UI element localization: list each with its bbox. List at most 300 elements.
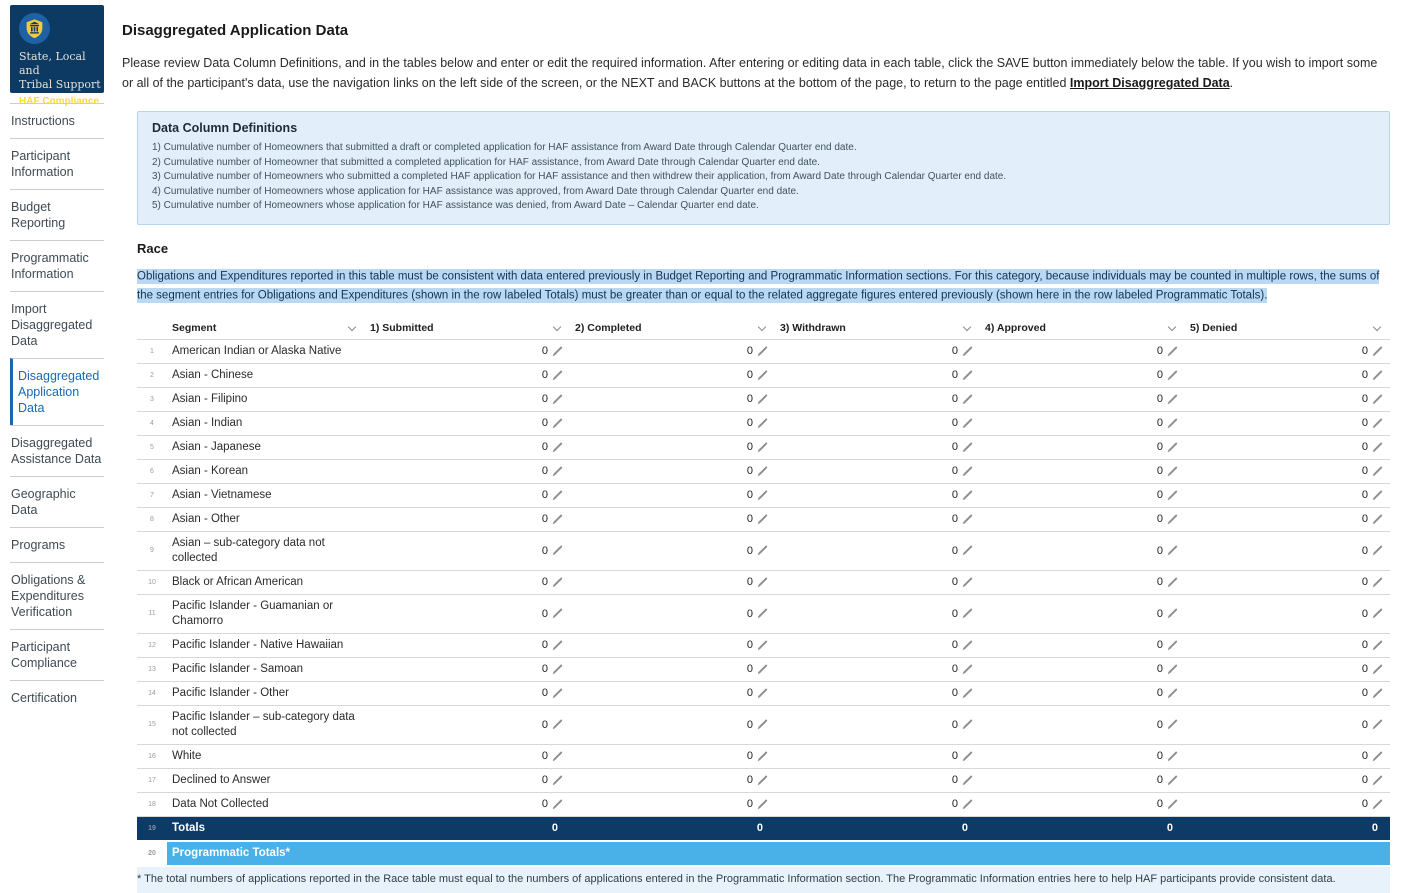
value-cell <box>570 465 775 477</box>
sidebar-item-programmatic-information[interactable]: Programmatic Information <box>10 240 104 291</box>
cell-value: 0 <box>951 345 958 357</box>
edit-pencil-icon[interactable] <box>757 346 768 357</box>
cell-value: 0 <box>746 465 753 477</box>
value-cell <box>365 798 570 810</box>
edit-pencil-icon[interactable] <box>757 466 768 477</box>
value-cell <box>1185 576 1390 588</box>
race-table-body <box>137 340 1390 817</box>
table-row <box>137 364 1390 388</box>
edit-pencil-icon[interactable] <box>1372 442 1383 453</box>
edit-pencil-icon[interactable] <box>552 545 563 556</box>
edit-pencil-icon[interactable] <box>1167 577 1178 588</box>
cell-value: 0 <box>1156 607 1163 620</box>
chevron-down-icon <box>348 322 356 330</box>
treasury-shield-icon <box>19 13 50 44</box>
column-header-label: 1) Submitted <box>370 322 434 334</box>
race-consistency-note <box>137 268 1390 306</box>
column-header-5-denied[interactable] <box>1185 319 1390 337</box>
edit-pencil-icon[interactable] <box>757 394 768 405</box>
value-cell <box>365 639 570 651</box>
value-cell <box>980 639 1185 651</box>
value-cell <box>570 345 775 357</box>
cell-value: 0 <box>951 718 958 731</box>
sidebar-nav <box>10 103 104 715</box>
edit-pencil-icon[interactable] <box>962 664 973 675</box>
edit-pencil-icon[interactable] <box>757 640 768 651</box>
edit-pencil-icon[interactable] <box>1167 346 1178 357</box>
edit-pencil-icon[interactable] <box>1167 664 1178 675</box>
edit-pencil-icon[interactable] <box>1167 466 1178 477</box>
cell-value: 0 <box>746 544 753 557</box>
value-cell <box>365 687 570 699</box>
row-number: 16 <box>148 752 156 760</box>
edit-pencil-icon[interactable] <box>962 394 973 405</box>
value-cell <box>980 513 1185 525</box>
segment-label: Pacific Islander - Samoan <box>172 662 304 675</box>
cell-value: 0 <box>1156 489 1163 501</box>
cell-value: 0 <box>746 417 753 429</box>
row-number: 12 <box>148 641 156 649</box>
cell-value: 0 <box>1361 774 1368 786</box>
edit-pencil-icon[interactable] <box>552 775 563 786</box>
cell-value: 0 <box>1361 465 1368 477</box>
value-cell <box>1185 750 1390 762</box>
cell-value: 0 <box>951 393 958 405</box>
cell-value: 0 <box>1156 345 1163 357</box>
value-cell <box>365 489 570 501</box>
segment-label: Data Not Collected <box>172 797 269 810</box>
table-row <box>137 745 1390 769</box>
cell-value: 0 <box>1156 441 1163 453</box>
edit-pencil-icon[interactable] <box>1372 514 1383 525</box>
value-cell <box>365 441 570 453</box>
edit-pencil-icon[interactable] <box>1167 490 1178 501</box>
value-cell <box>775 687 980 699</box>
edit-pencil-icon[interactable] <box>1167 799 1178 810</box>
edit-pencil-icon[interactable] <box>757 545 768 556</box>
edit-pencil-icon[interactable] <box>1372 751 1383 762</box>
definition-line-1: 1) Cumulative number of Homeowners that submitted a draft or completed application for HAF assistance from Award Date through Calendar Quarter end date. <box>152 142 857 153</box>
row-number: 8 <box>150 515 154 523</box>
cell-value: 0 <box>541 417 548 429</box>
totals-value-cell: 0 <box>961 822 968 834</box>
sidebar-item-disaggregated-application-data[interactable]: Disaggregated Application Data <box>10 358 104 425</box>
edit-pencil-icon[interactable] <box>1372 688 1383 699</box>
value-cell <box>980 393 1185 405</box>
row-number: 14 <box>148 689 156 697</box>
edit-pencil-icon[interactable] <box>757 577 768 588</box>
edit-pencil-icon[interactable] <box>1372 346 1383 357</box>
value-cell <box>980 719 1185 731</box>
sidebar-item-budget-reporting[interactable]: Budget Reporting <box>10 189 104 240</box>
column-header-label: 2) Completed <box>575 322 642 334</box>
row-number: 13 <box>148 665 156 673</box>
row-number: 5 <box>150 443 154 451</box>
value-cell <box>570 798 775 810</box>
edit-pencil-icon[interactable] <box>962 346 973 357</box>
value-cell <box>365 417 570 429</box>
edit-pencil-icon[interactable] <box>962 545 973 556</box>
logo-text-line2: Tribal Support <box>19 78 101 91</box>
table-row <box>137 571 1390 595</box>
value-cell <box>980 774 1185 786</box>
cell-value: 0 <box>1156 465 1163 477</box>
cell-value: 0 <box>951 750 958 762</box>
value-cell <box>365 719 570 731</box>
table-row <box>137 340 1390 364</box>
sidebar <box>0 0 120 805</box>
edit-pencil-icon[interactable] <box>1167 418 1178 429</box>
table-row <box>137 412 1390 436</box>
value-cell <box>365 663 570 675</box>
value-cell <box>570 576 775 588</box>
edit-pencil-icon[interactable] <box>1372 719 1383 730</box>
chevron-down-icon <box>553 322 561 330</box>
intro-period: . <box>1229 76 1234 90</box>
cell-value: 0 <box>1156 687 1163 699</box>
sidebar-item-participant-information[interactable]: Participant Information <box>10 138 104 189</box>
value-cell <box>365 465 570 477</box>
cell-value: 0 <box>951 639 958 651</box>
edit-pencil-icon[interactable] <box>1167 442 1178 453</box>
edit-pencil-icon[interactable] <box>552 370 563 381</box>
edit-pencil-icon[interactable] <box>962 688 973 699</box>
value-cell <box>980 798 1185 810</box>
cell-value: 0 <box>541 687 548 699</box>
cell-value: 0 <box>1361 798 1368 810</box>
edit-pencil-icon[interactable] <box>962 608 973 619</box>
edit-pencil-icon[interactable] <box>962 640 973 651</box>
edit-pencil-icon[interactable] <box>1372 664 1383 675</box>
edit-pencil-icon[interactable] <box>552 346 563 357</box>
edit-pencil-icon[interactable] <box>757 664 768 675</box>
column-header-label: 5) Denied <box>1190 322 1238 334</box>
value-cell <box>980 441 1185 453</box>
intro-paragraph <box>122 53 1392 93</box>
edit-pencil-icon[interactable] <box>1372 466 1383 477</box>
value-cell <box>1185 345 1390 357</box>
cell-value: 0 <box>1156 750 1163 762</box>
value-cell <box>570 489 775 501</box>
sidebar-item-obligations-expenditures-verification[interactable]: Obligations & Expenditures Verification <box>10 562 104 629</box>
edit-pencil-icon[interactable] <box>552 442 563 453</box>
chevron-down-icon <box>1168 322 1176 330</box>
value-cell <box>775 465 980 477</box>
value-cell <box>570 441 775 453</box>
cell-value: 0 <box>541 544 548 557</box>
table-row <box>137 682 1390 706</box>
edit-pencil-icon[interactable] <box>1167 370 1178 381</box>
cell-value: 0 <box>1361 489 1368 501</box>
edit-pencil-icon[interactable] <box>1167 394 1178 405</box>
row-number: 19 <box>148 824 156 832</box>
edit-pencil-icon[interactable] <box>552 466 563 477</box>
edit-pencil-icon[interactable] <box>552 664 563 675</box>
edit-pencil-icon[interactable] <box>1167 751 1178 762</box>
race-section-heading: Race <box>137 240 169 256</box>
cell-value: 0 <box>1156 369 1163 381</box>
table-row <box>137 658 1390 682</box>
totals-label: Totals <box>172 821 206 834</box>
value-cell <box>775 345 980 357</box>
segment-label: American Indian or Alaska Native <box>172 344 342 357</box>
edit-pencil-icon[interactable] <box>1372 394 1383 405</box>
value-cell <box>1185 417 1390 429</box>
value-cell <box>775 545 980 557</box>
value-cell <box>775 489 980 501</box>
cell-value: 0 <box>541 718 548 731</box>
value-cell <box>1185 687 1390 699</box>
edit-pencil-icon[interactable] <box>552 608 563 619</box>
value-cell <box>1185 465 1390 477</box>
table-row <box>137 484 1390 508</box>
cell-value: 0 <box>746 576 753 588</box>
race-table <box>137 318 1390 865</box>
edit-pencil-icon[interactable] <box>757 775 768 786</box>
edit-pencil-icon[interactable] <box>552 688 563 699</box>
edit-pencil-icon[interactable] <box>1167 640 1178 651</box>
edit-pencil-icon[interactable] <box>1167 608 1178 619</box>
value-cell <box>365 393 570 405</box>
segment-label: Pacific Islander – sub-category data not collected <box>172 710 355 738</box>
cell-value: 0 <box>541 663 548 675</box>
import-disaggregated-data-link[interactable]: Import Disaggregated Data <box>1069 76 1230 90</box>
edit-pencil-icon[interactable] <box>757 442 768 453</box>
value-cell <box>365 608 570 620</box>
sidebar-item-certification[interactable]: Certification <box>10 680 104 715</box>
sidebar-item-instructions[interactable]: Instructions <box>10 103 104 138</box>
value-cell <box>775 576 980 588</box>
cell-value: 0 <box>951 544 958 557</box>
row-number: 18 <box>148 800 156 808</box>
value-cell <box>775 798 980 810</box>
edit-pencil-icon[interactable] <box>1372 577 1383 588</box>
edit-pencil-icon[interactable] <box>757 719 768 730</box>
value-cell <box>775 608 980 620</box>
segment-label: Pacific Islander - Guamanian or Chamorro <box>172 599 334 627</box>
cell-value: 0 <box>951 607 958 620</box>
column-header-1-submitted[interactable] <box>365 319 570 337</box>
sidebar-item-participant-compliance[interactable]: Participant Compliance <box>10 629 104 680</box>
totals-value-cell: 0 <box>1371 822 1378 834</box>
row-number: 6 <box>150 467 154 475</box>
cell-value: 0 <box>541 750 548 762</box>
cell-value: 0 <box>1361 513 1368 525</box>
edit-pencil-icon[interactable] <box>1167 775 1178 786</box>
value-cell <box>775 639 980 651</box>
cell-value: 0 <box>1156 513 1163 525</box>
value-cell <box>570 513 775 525</box>
cell-value: 0 <box>1361 345 1368 357</box>
edit-pencil-icon[interactable] <box>962 775 973 786</box>
edit-pencil-icon[interactable] <box>1372 799 1383 810</box>
edit-pencil-icon[interactable] <box>962 799 973 810</box>
cell-value: 0 <box>541 369 548 381</box>
value-cell <box>365 545 570 557</box>
table-row <box>137 769 1390 793</box>
row-number: 17 <box>148 776 156 784</box>
cell-value: 0 <box>951 417 958 429</box>
logo-text-line1: State, Local and <box>19 50 86 77</box>
definition-line-5: 5) Cumulative number of Homeowners whose application for HAF assistance was denied, from Award Date – Calendar Quarter end date. <box>152 200 759 211</box>
edit-pencil-icon[interactable] <box>552 418 563 429</box>
sidebar-item-programs[interactable]: Programs <box>10 527 104 562</box>
totals-value-cell: 0 <box>756 822 763 834</box>
edit-pencil-icon[interactable] <box>552 799 563 810</box>
sidebar-item-import-disaggregated-data[interactable]: Import Disaggregated Data <box>10 291 104 358</box>
edit-pencil-icon[interactable] <box>552 514 563 525</box>
value-cell <box>1185 393 1390 405</box>
totals-value-cell: 0 <box>551 822 558 834</box>
cell-value: 0 <box>1361 663 1368 675</box>
cell-value: 0 <box>951 663 958 675</box>
sidebar-item-disaggregated-assistance-data[interactable]: Disaggregated Assistance Data <box>10 425 104 476</box>
value-cell <box>570 663 775 675</box>
value-cell <box>570 545 775 557</box>
value-cell <box>980 545 1185 557</box>
edit-pencil-icon[interactable] <box>962 514 973 525</box>
edit-pencil-icon[interactable] <box>1167 545 1178 556</box>
value-cell <box>365 750 570 762</box>
edit-pencil-icon[interactable] <box>962 577 973 588</box>
segment-label: Asian - Vietnamese <box>172 488 272 501</box>
cell-value: 0 <box>1156 798 1163 810</box>
edit-pencil-icon[interactable] <box>962 466 973 477</box>
cell-value: 0 <box>1156 718 1163 731</box>
cell-value: 0 <box>541 798 548 810</box>
table-row <box>137 595 1390 634</box>
edit-pencil-icon[interactable] <box>552 719 563 730</box>
row-number: 2 <box>150 371 154 379</box>
app-logo[interactable] <box>10 5 104 107</box>
edit-pencil-icon[interactable] <box>962 719 973 730</box>
value-cell <box>570 608 775 620</box>
definition-line-2: 2) Cumulative number of Homeowner that submitted a completed application for HAF assistance, from Award Date through Calendar Quarter end date. <box>152 156 820 168</box>
edit-pencil-icon[interactable] <box>757 688 768 699</box>
cell-value: 0 <box>746 718 753 731</box>
edit-pencil-icon[interactable] <box>1372 775 1383 786</box>
cell-value: 0 <box>541 774 548 786</box>
cell-value: 0 <box>1156 576 1163 588</box>
edit-pencil-icon[interactable] <box>1372 370 1383 381</box>
edit-pencil-icon[interactable] <box>1372 608 1383 619</box>
row-number: 15 <box>148 721 156 728</box>
edit-pencil-icon[interactable] <box>552 751 563 762</box>
cell-value: 0 <box>951 798 958 810</box>
segment-label: Asian - Other <box>172 512 240 525</box>
table-row <box>137 532 1390 571</box>
segment-label: Pacific Islander - Other <box>172 686 289 699</box>
value-cell <box>1185 639 1390 651</box>
value-cell <box>1185 489 1390 501</box>
edit-pencil-icon[interactable] <box>757 370 768 381</box>
cell-value: 0 <box>541 607 548 620</box>
value-cell <box>570 393 775 405</box>
page-title: Disaggregated Application Data <box>122 22 349 39</box>
value-cell <box>775 393 980 405</box>
cell-value: 0 <box>541 489 548 501</box>
edit-pencil-icon[interactable] <box>962 370 973 381</box>
value-cell <box>570 417 775 429</box>
value-cell <box>775 774 980 786</box>
cell-value: 0 <box>951 465 958 477</box>
edit-pencil-icon[interactable] <box>1167 719 1178 730</box>
edit-pencil-icon[interactable] <box>1372 418 1383 429</box>
edit-pencil-icon[interactable] <box>757 799 768 810</box>
cell-value: 0 <box>1361 639 1368 651</box>
edit-pencil-icon[interactable] <box>757 608 768 619</box>
value-cell <box>365 369 570 381</box>
value-cell <box>570 369 775 381</box>
edit-pencil-icon[interactable] <box>552 640 563 651</box>
row-number: 9 <box>150 547 154 554</box>
cell-value: 0 <box>746 687 753 699</box>
cell-value: 0 <box>1361 576 1368 588</box>
definitions-title: Data Column Definitions <box>152 121 298 135</box>
edit-pencil-icon[interactable] <box>962 751 973 762</box>
edit-pencil-icon[interactable] <box>1372 545 1383 556</box>
column-header-3-withdrawn[interactable] <box>775 319 980 337</box>
cell-value: 0 <box>746 663 753 675</box>
edit-pencil-icon[interactable] <box>552 394 563 405</box>
edit-pencil-icon[interactable] <box>757 490 768 501</box>
column-header-4-approved[interactable] <box>980 319 1185 337</box>
edit-pencil-icon[interactable] <box>1167 514 1178 525</box>
segment-label: Black or African American <box>172 575 304 588</box>
cell-value: 0 <box>746 750 753 762</box>
segment-label: Pacific Islander - Native Hawaiian <box>172 638 344 651</box>
edit-pencil-icon[interactable] <box>757 514 768 525</box>
cell-value: 0 <box>541 576 548 588</box>
chevron-down-icon <box>758 322 766 330</box>
edit-pencil-icon[interactable] <box>552 577 563 588</box>
value-cell <box>775 513 980 525</box>
value-cell <box>365 576 570 588</box>
row-number: 4 <box>150 419 154 427</box>
value-cell <box>365 774 570 786</box>
row-number: 1 <box>150 347 154 355</box>
table-row <box>137 388 1390 412</box>
value-cell <box>775 417 980 429</box>
edit-pencil-icon[interactable] <box>757 751 768 762</box>
edit-pencil-icon[interactable] <box>962 418 973 429</box>
edit-pencil-icon[interactable] <box>757 418 768 429</box>
cell-value: 0 <box>541 345 548 357</box>
row-number: 10 <box>148 578 156 586</box>
cell-value: 0 <box>541 441 548 453</box>
cell-value: 0 <box>951 489 958 501</box>
cell-value: 0 <box>746 369 753 381</box>
totals-value-cell: 0 <box>1166 822 1173 834</box>
cell-value: 0 <box>1361 750 1368 762</box>
cell-value: 0 <box>951 513 958 525</box>
cell-value: 0 <box>1361 607 1368 620</box>
column-header-2-completed[interactable] <box>570 319 775 337</box>
edit-pencil-icon[interactable] <box>962 490 973 501</box>
value-cell <box>570 750 775 762</box>
edit-pencil-icon[interactable] <box>962 442 973 453</box>
cell-value: 0 <box>746 639 753 651</box>
edit-pencil-icon[interactable] <box>1372 490 1383 501</box>
programmatic-totals-label: Programmatic Totals* <box>172 846 291 859</box>
edit-pencil-icon[interactable] <box>552 490 563 501</box>
value-cell <box>980 369 1185 381</box>
sidebar-item-geographic-data[interactable]: Geographic Data <box>10 476 104 527</box>
column-header-segment[interactable] <box>167 319 365 337</box>
edit-pencil-icon[interactable] <box>1167 688 1178 699</box>
edit-pencil-icon[interactable] <box>1372 640 1383 651</box>
value-cell <box>775 663 980 675</box>
